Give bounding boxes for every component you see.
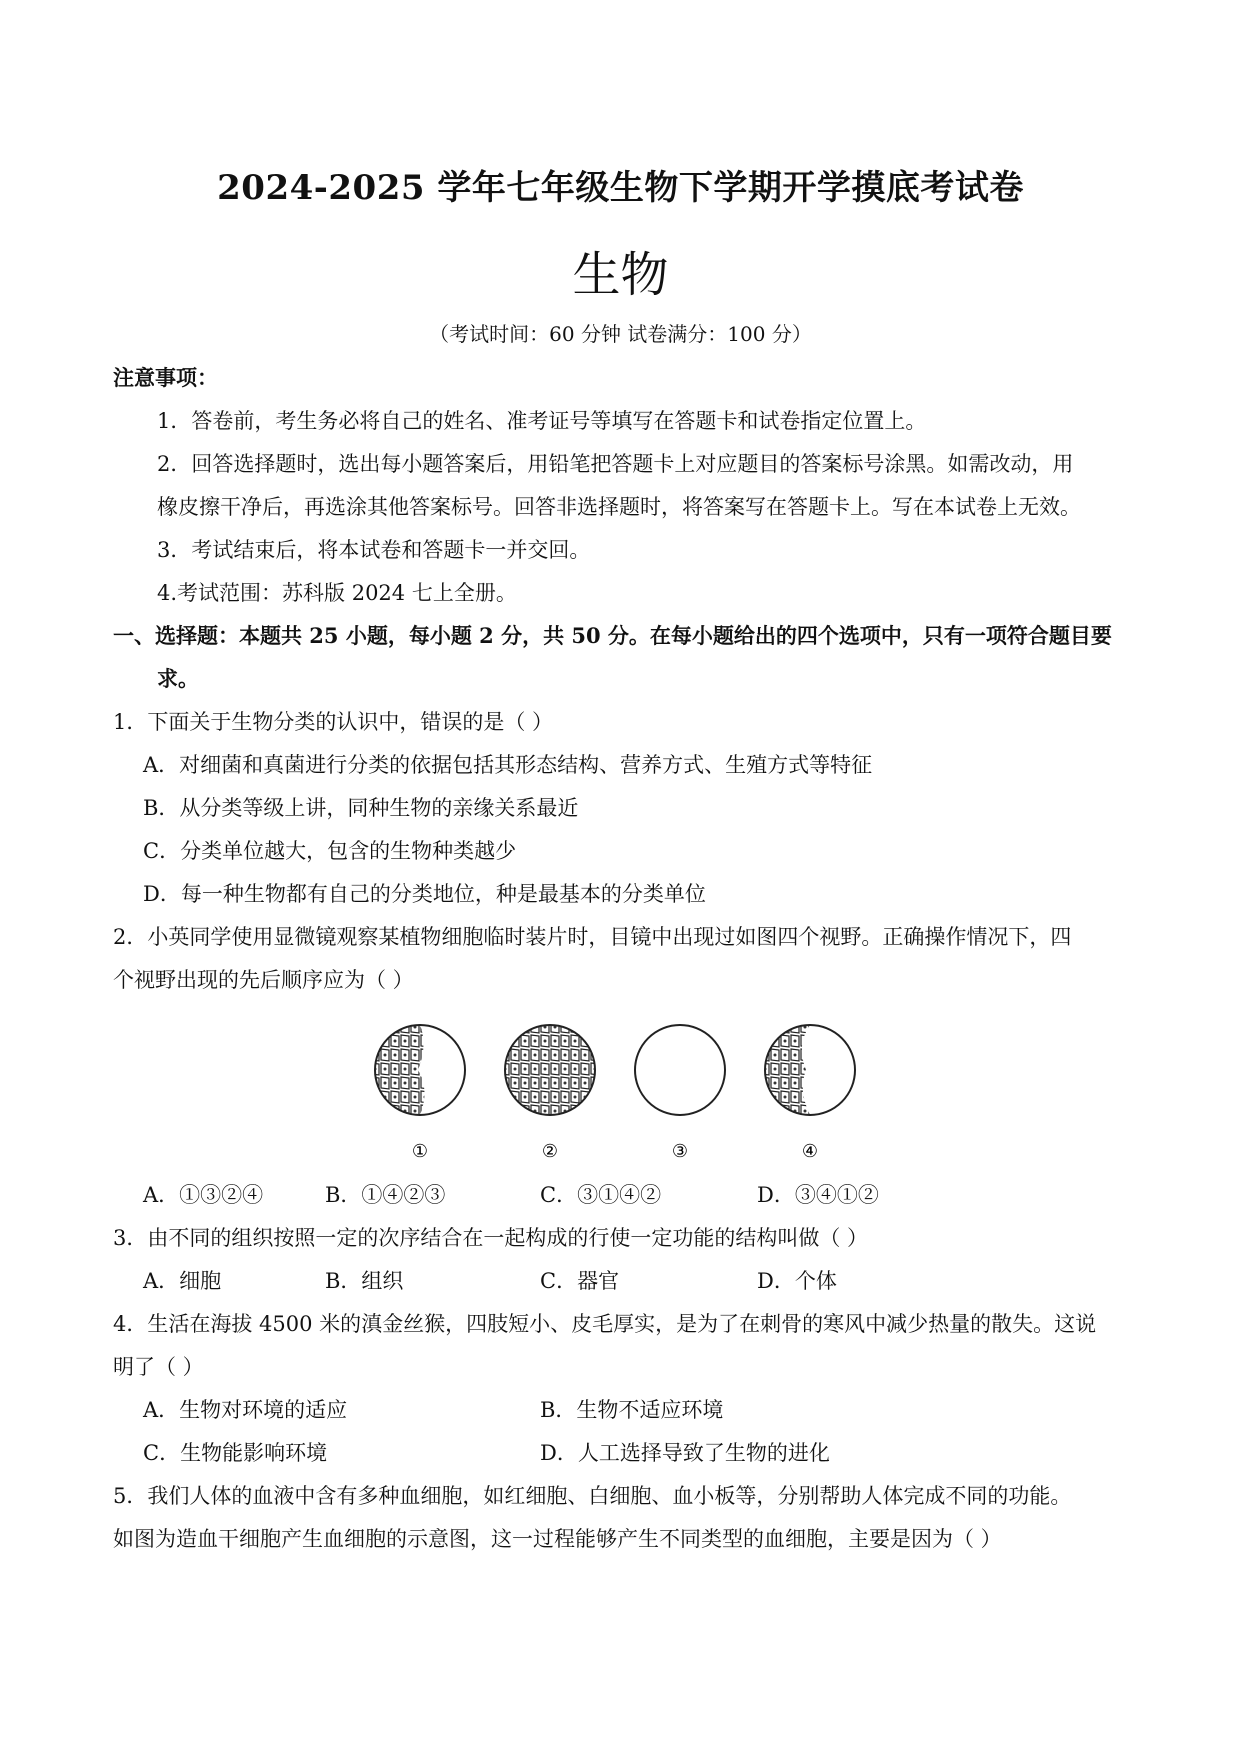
question-3-option-c: C．器官 [540,1269,620,1293]
exam-title: 2024-2025 学年七年级生物下学期开学摸底考试卷 [217,168,1024,208]
field-3 [635,1025,725,1115]
question-2-stem-cont: 个视野出现的先后顺序应为（ ） [113,968,414,992]
question-3-stem: 3．由不同的组织按照一定的次序结合在一起构成的行使一定功能的结构叫做（ ） [113,1226,869,1250]
question-4-stem-cont: 明了（ ） [113,1355,204,1379]
question-3-option-d: D．个体 [757,1269,837,1293]
question-2-option-a: A．①③②④ [143,1183,264,1207]
question-1-option-c: C．分类单位越大，包含的生物种类越少 [143,839,517,863]
figure-label-3: ③ [671,1141,689,1162]
exam-info: （考试时间：60 分钟 试卷满分：100 分） [429,322,812,346]
question-3-option-b: B．组织 [325,1269,404,1293]
question-4-stem: 4．生活在海拔 4500 米的滇金丝猴，四肢短小、皮毛厚实，是为了在刺骨的寒风中减少热量的散失。这说 [113,1312,1097,1336]
figure-label-1: ① [411,1141,429,1162]
field-1 [375,1025,465,1115]
question-3-option-a: A．细胞 [143,1269,222,1293]
note-item: 3．考试结束后，将本试卷和答题卡一并交回。 [157,538,591,562]
question-2-stem: 2．小英同学使用显微镜观察某植物细胞临时装片时，目镜中出现过如图四个视野。正确操作情况下，四 [113,925,1072,949]
note-item: 橡皮擦干净后，再选涂其他答案标号。回答非选择题时，将答案写在答题卡上。写在本试卷上无效。 [157,495,1081,519]
question-1-option-b: B．从分类等级上讲，同种生物的亲缘关系最近 [143,796,579,820]
figure-label-4: ④ [801,1141,819,1162]
question-1-stem: 1．下面关于生物分类的认识中，错误的是（ ） [113,710,554,734]
question-2-option-d: D．③④①② [757,1183,879,1207]
note-item: 4.考试范围：苏科版 2024 七上全册。 [157,581,517,605]
question-5-stem: 5．我们人体的血液中含有多种血细胞，如红细胞、白细胞、血小板等，分别帮助人体完成不同的功能。 [113,1484,1072,1508]
note-item: 1．答卷前，考生务必将自己的姓名、准考证号等填写在答题卡和试卷指定位置上。 [157,409,927,433]
question-4-option-a: A．生物对环境的适应 [143,1398,348,1422]
field-4 [765,1025,855,1115]
question-4-option-c: C．生物能影响环境 [143,1441,328,1465]
section-heading: 一、选择题：本题共 25 小题，每小题 2 分，共 50 分。在每小题给出的四个选项中，只有一项符合题目要 [113,623,1112,648]
notes-heading: 注意事项： [113,365,218,390]
subject-title: 生物 [572,247,669,303]
question-5-stem-cont: 如图为造血干细胞产生血细胞的示意图，这一过程能够产生不同类型的血细胞，主要是因为（ ） [113,1527,1002,1551]
question-2-option-c: C．③①④② [540,1183,662,1207]
note-item: 2．回答选择题时，选出每小题答案后，用铅笔把答题卡上对应题目的答案标号涂黑。如需改动，用 [157,452,1074,476]
question-1-option-a: A．对细菌和真菌进行分类的依据包括其形态结构、营养方式、生殖方式等特征 [143,753,873,777]
question-2-option-b: B．①④②③ [325,1183,446,1207]
field-2 [505,1025,595,1115]
question-4-option-d: D．人工选择导致了生物的进化 [540,1441,830,1465]
microscope-fields-figure [370,1020,870,1170]
section-heading-cont: 求。 [157,666,199,691]
figure-label-2: ② [541,1141,559,1162]
question-4-option-b: B．生物不适应环境 [540,1398,724,1422]
question-1-option-d: D．每一种生物都有自己的分类地位，种是最基本的分类单位 [143,882,706,906]
